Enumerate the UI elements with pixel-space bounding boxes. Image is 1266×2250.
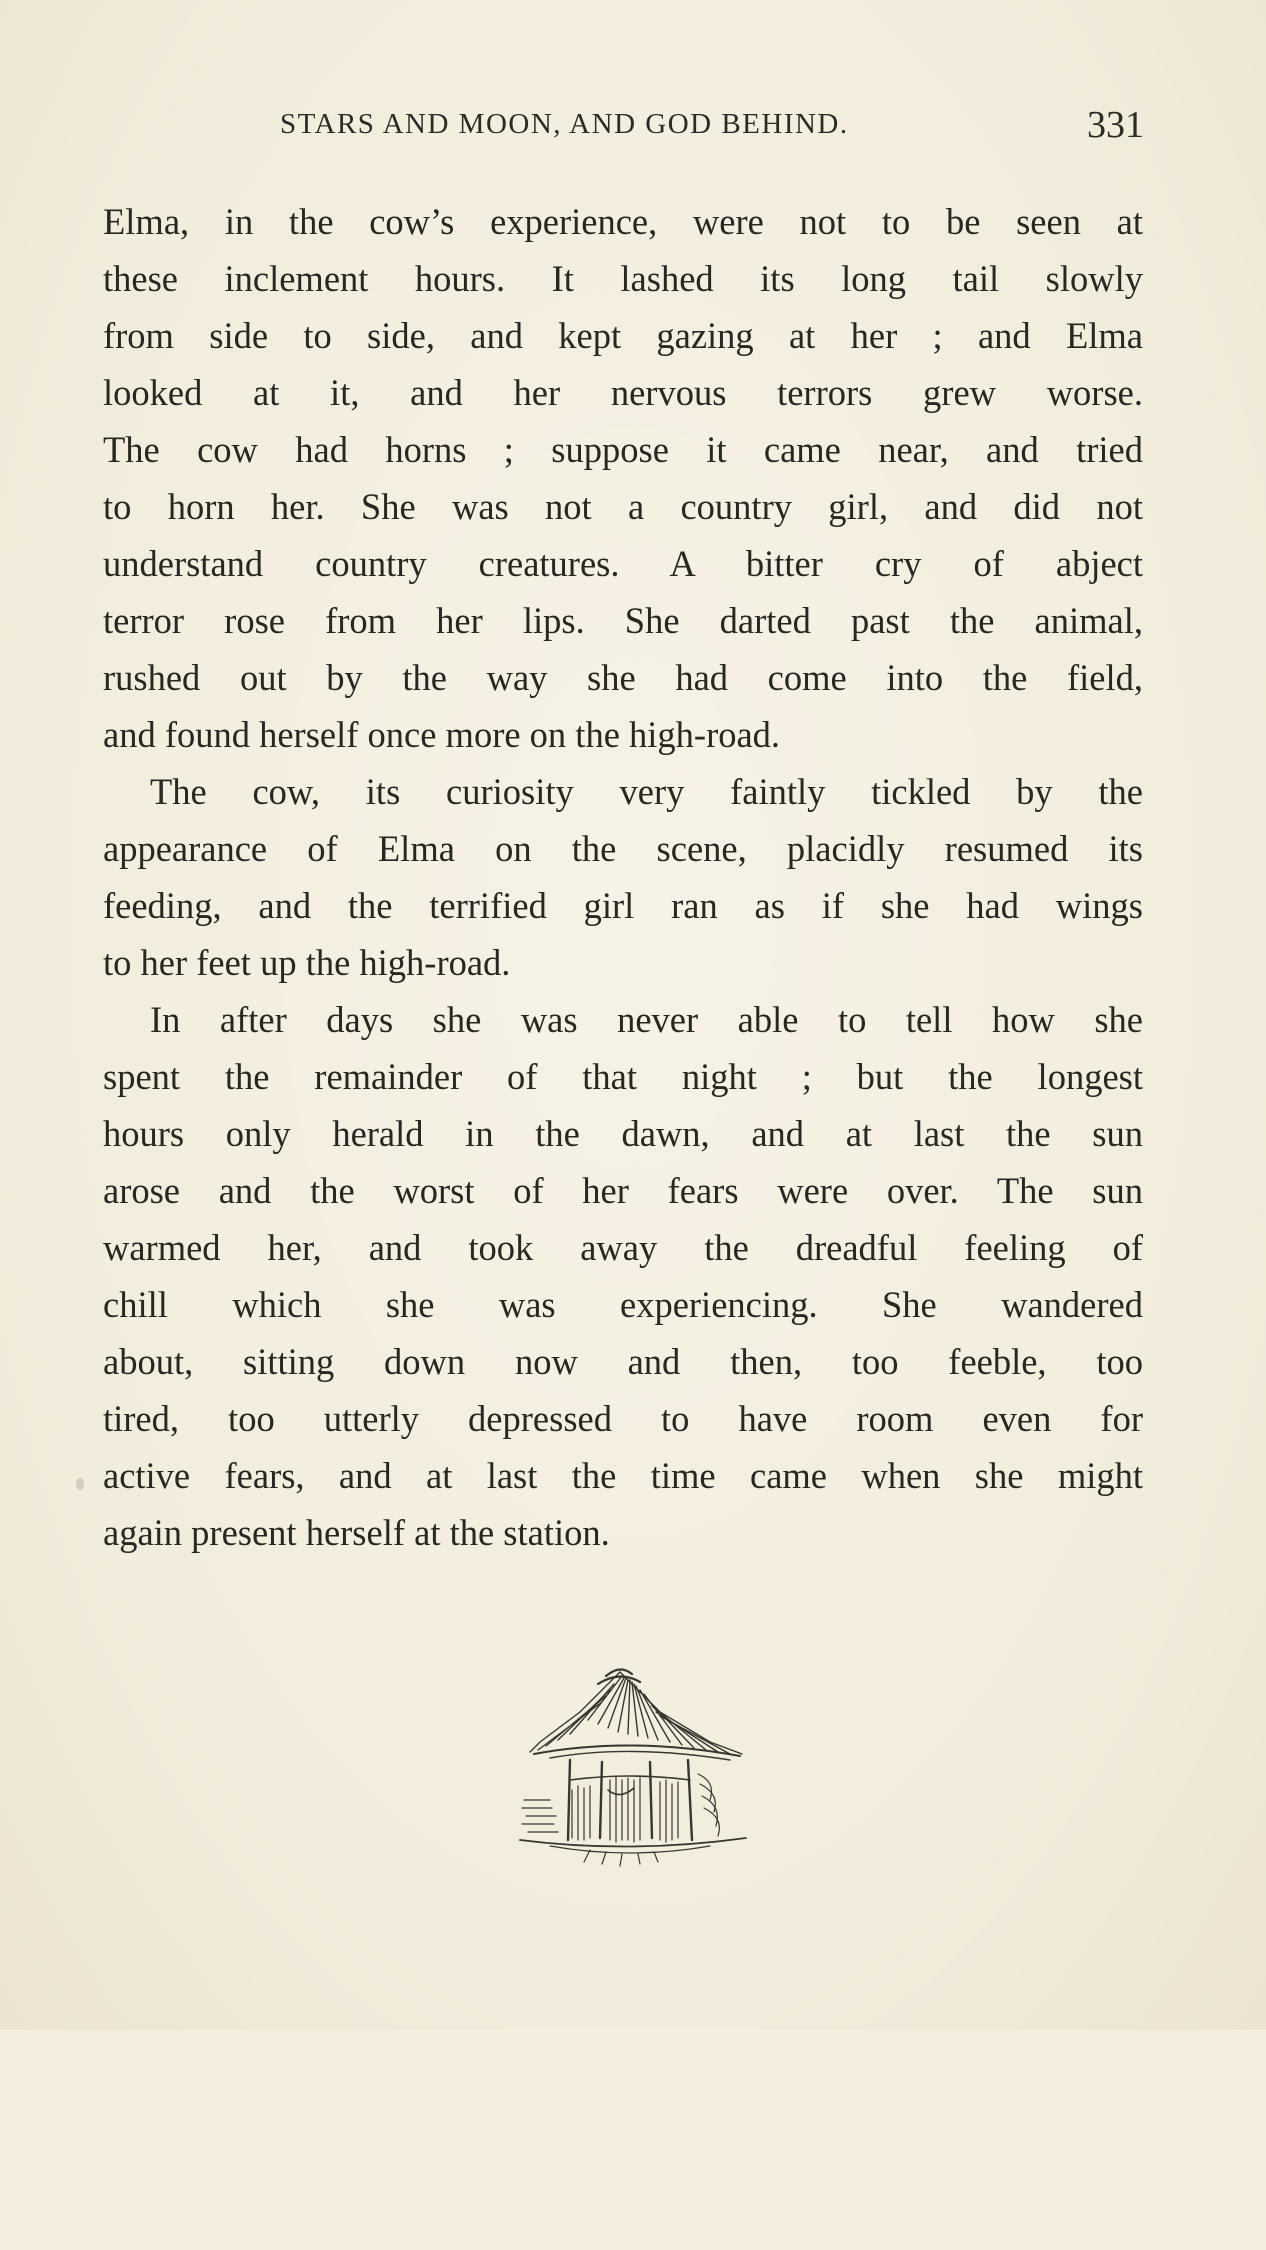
text-line: warmed her, and took away the dreadful feeling of	[103, 1227, 1143, 1268]
paragraph-2	[103, 763, 1143, 991]
thatched-well-vignette-icon	[510, 1650, 750, 2250]
body-text	[103, 193, 1143, 1561]
text-line: from side to side, and kept gazing at her ; and Elma	[103, 315, 1143, 356]
text-line: active fears, and at last the time came when she might	[103, 1455, 1143, 1496]
text-line: to horn her. She was not a country girl, and did not	[103, 486, 1143, 527]
text-line: tired, too utterly depressed to have room even for	[103, 1398, 1143, 1439]
text-line: these inclement hours. It lashed its long tail slowly	[103, 258, 1143, 299]
paragraph-1	[103, 193, 1143, 763]
text-line: about, sitting down now and then, too feeble, too	[103, 1341, 1143, 1382]
text-line: to her feet up the high-road.	[103, 942, 511, 983]
text-line: feeding, and the terrified girl ran as if she had wings	[103, 885, 1143, 926]
text-line: arose and the worst of her fears were over. The sun	[103, 1170, 1143, 1211]
text-line: Elma, in the cow’s experience, were not to be seen at	[103, 201, 1143, 242]
paragraph-3	[103, 991, 1143, 1561]
running-head: STARS AND MOON, AND GOD BEHIND.	[280, 108, 849, 140]
text-line: rushed out by the way she had come into the field,	[103, 657, 1143, 698]
text-line: understand country creatures. A bitter cry of abject	[103, 543, 1143, 584]
text-line: The cow had horns ; suppose it came near, and tried	[103, 429, 1143, 470]
text-line: again present herself at the station.	[103, 1512, 610, 1553]
paper-blemish	[76, 1478, 84, 1490]
text-line: and found herself once more on the high-road.	[103, 714, 781, 755]
page-number: 331	[1087, 104, 1144, 146]
text-line: looked at it, and her nervous terrors grew worse.	[103, 372, 1143, 413]
text-line: appearance of Elma on the scene, placidly resumed its	[103, 828, 1143, 869]
text-line: chill which she was experiencing. She wandered	[103, 1284, 1143, 1325]
text-line: The cow, its curiosity very faintly tickled by the	[150, 771, 1143, 812]
text-line: spent the remainder of that night ; but the longest	[103, 1056, 1143, 1097]
text-line: terror rose from her lips. She darted past the animal,	[103, 600, 1143, 641]
text-line: hours only herald in the dawn, and at last the sun	[103, 1113, 1143, 1154]
text-line: In after days she was never able to tell how she	[150, 999, 1143, 1040]
